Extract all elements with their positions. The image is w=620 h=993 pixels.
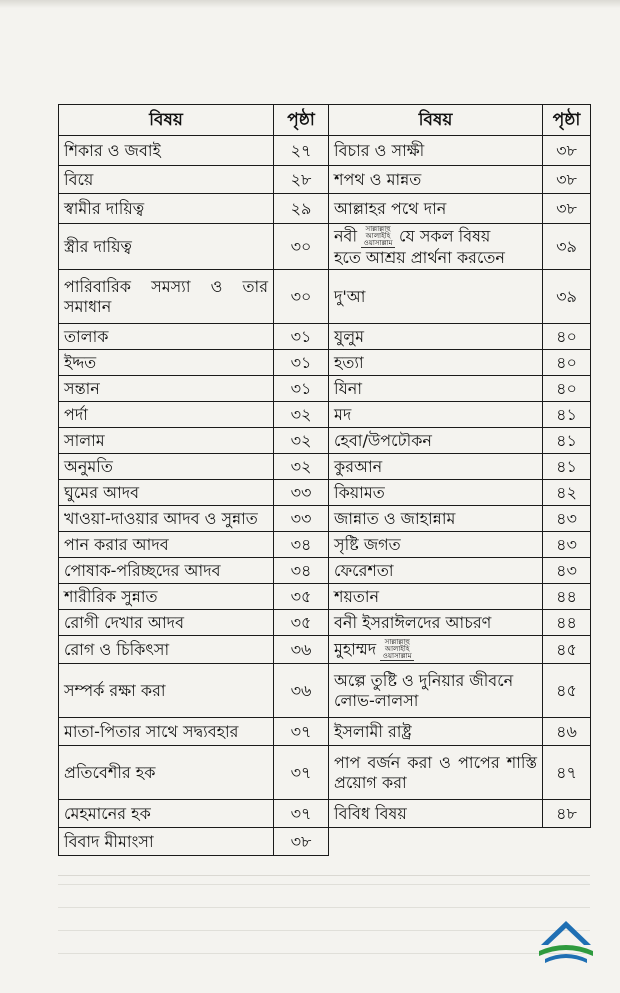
table-row [59, 636, 591, 664]
topic-cell: জান্নাত ও জাহান্নাম [329, 506, 543, 532]
page-cell: ৪৭ [543, 746, 591, 800]
topic-cell: পান করার আদব [59, 532, 274, 558]
page-cell: ৪২ [543, 480, 591, 506]
page-cell: ৪৪ [543, 584, 591, 610]
table-header-row [59, 105, 591, 136]
topic-text: হতে আশ্রয় প্রার্থনা করতেন [334, 247, 505, 267]
topic-cell: পর্দা [59, 402, 274, 428]
topic-cell: যিনা [329, 376, 543, 402]
topic-cell: বনী ইসরাঈলদের আচরণ [329, 610, 543, 636]
page-cell: ৩৮ [543, 136, 591, 166]
empty-cell [543, 828, 591, 856]
page-cell: ২৯ [274, 194, 329, 224]
page-cell: ৩২ [274, 454, 329, 480]
topic-cell: রোগ ও চিকিৎসা [59, 636, 274, 664]
header-topic-2: বিষয় [329, 105, 543, 136]
topic-cell: হেবা/উপঢৌকন [329, 428, 543, 454]
table-row [59, 558, 591, 584]
topic-cell: অল্পে তুষ্টি ও দুনিয়ার জীবনে লোভ-লালসা [329, 664, 543, 718]
page-cell: ৩৫ [274, 610, 329, 636]
page-cell: ৩৭ [274, 746, 329, 800]
page-cell: ৩০ [274, 270, 329, 324]
page-cell: ৩০ [274, 224, 329, 270]
page-cell: ৪০ [543, 350, 591, 376]
page-cell: ৩৪ [274, 558, 329, 584]
topic-cell: যুলুম [329, 324, 543, 350]
page-cell: ৩১ [274, 324, 329, 350]
page-cell: ৩৭ [274, 800, 329, 828]
page-cell: ৪৩ [543, 532, 591, 558]
empty-cell [329, 828, 543, 856]
page-cell: ৩৬ [274, 664, 329, 718]
topic-cell: দু'আ [329, 270, 543, 324]
table-row [59, 532, 591, 558]
topic-cell: তালাক [59, 324, 274, 350]
page-cell: ৪১ [543, 428, 591, 454]
table-row [59, 718, 591, 746]
page-cell: ৪০ [543, 376, 591, 402]
topic-cell: মদ [329, 402, 543, 428]
topic-cell: ঘুমের আদব [59, 480, 274, 506]
page-cell: ৩৩ [274, 480, 329, 506]
page-cell: ৩৮ [543, 166, 591, 194]
table-row [59, 376, 591, 402]
topic-cell: শপথ ও মান্নত [329, 166, 543, 194]
table-row [59, 800, 591, 828]
topic-text: নবী [334, 226, 358, 245]
topic-cell: ফেরেশতা [329, 558, 543, 584]
topic-cell: সম্পর্ক রক্ষা করা [59, 664, 274, 718]
page-cell: ৪৩ [543, 506, 591, 532]
bleed-through-table [58, 875, 590, 976]
table-row [59, 454, 591, 480]
topic-cell: শারীরিক সুন্নাত [59, 584, 274, 610]
table-row [59, 194, 591, 224]
topic-cell: আল্লাহর পথে দান [329, 194, 543, 224]
topic-cell-with-honorific [329, 224, 543, 270]
topic-cell-with-honorific [329, 636, 543, 664]
table-row [59, 828, 591, 856]
header-page: পৃষ্ঠা [274, 105, 329, 136]
topic-cell: সৃষ্টি জগত [329, 532, 543, 558]
page-cell: ৩৭ [274, 718, 329, 746]
table-row [59, 136, 591, 166]
topic-cell: ইদ্দত [59, 350, 274, 376]
page-cell: ৩৪ [274, 532, 329, 558]
page-cell: ৪০ [543, 324, 591, 350]
topic-cell: স্বামীর দায়িত্ব [59, 194, 274, 224]
page-cell: ৪৬ [543, 718, 591, 746]
page-cell: ৩৫ [274, 584, 329, 610]
page-cell: ৩৮ [543, 194, 591, 224]
page-cell: ৩৩ [274, 506, 329, 532]
honorific-calligraphy: সাল্লাল্লাহু আলাইহি ওয়াসাল্লাম [361, 226, 395, 248]
table-row [59, 166, 591, 194]
table-row [59, 350, 591, 376]
topic-cell: মেহমানের হক [59, 800, 274, 828]
contents-table [58, 104, 591, 856]
topic-cell: হত্যা [329, 350, 543, 376]
page-cell: ৪১ [543, 454, 591, 480]
topic-cell: অনুমতি [59, 454, 274, 480]
page-cell: ২৭ [274, 136, 329, 166]
header-page-2: পৃষ্ঠা [543, 105, 591, 136]
topic-text: যে সকল বিষয় [399, 226, 491, 245]
page-cell: ৪৮ [543, 800, 591, 828]
topic-cell: পারিবারিক সমস্যা ও তার সমাধান [59, 270, 274, 324]
topic-cell: বিচার ও সাক্ষী [329, 136, 543, 166]
topic-cell: বিবিধ বিষয় [329, 800, 543, 828]
page-cell: ৩১ [274, 376, 329, 402]
page-cell: ৪৫ [543, 664, 591, 718]
topic-cell: সন্তান [59, 376, 274, 402]
page-edge [0, 0, 620, 8]
page-cell: ৩৮ [274, 828, 329, 856]
topic-cell: প্রতিবেশীর হক [59, 746, 274, 800]
topic-cell: ইসলামী রাষ্ট্র [329, 718, 543, 746]
topic-cell: খাওয়া-দাওয়ার আদব ও সুন্নাত [59, 506, 274, 532]
page-cell: ৪৩ [543, 558, 591, 584]
topic-cell: সালাম [59, 428, 274, 454]
topic-cell: শিকার ও জবাই [59, 136, 274, 166]
table-row [59, 610, 591, 636]
topic-cell: পোষাক-পরিচ্ছদের আদব [59, 558, 274, 584]
topic-cell: স্ত্রীর দায়িত্ব [59, 224, 274, 270]
table-row [59, 480, 591, 506]
topic-cell: কুরআন [329, 454, 543, 480]
table-row [59, 324, 591, 350]
publisher-logo-icon [535, 915, 597, 967]
topic-cell: রোগী দেখার আদব [59, 610, 274, 636]
topic-cell: কিয়ামত [329, 480, 543, 506]
page-cell: ৩২ [274, 402, 329, 428]
page-cell: ৩৬ [274, 636, 329, 664]
table-row [59, 402, 591, 428]
topic-cell: পাপ বর্জন করা ও পাপের শাস্তি প্রয়োগ করা [329, 746, 543, 800]
table-row [59, 270, 591, 324]
topic-text: মুহাম্মদ [334, 639, 377, 658]
topic-cell: মাতা-পিতার সাথে সদ্ব্যবহার [59, 718, 274, 746]
table-row [59, 746, 591, 800]
table-row [59, 584, 591, 610]
table-row [59, 224, 591, 270]
topic-cell: বিবাদ মীমাংসা [59, 828, 274, 856]
page-cell: ৩১ [274, 350, 329, 376]
topic-cell: বিয়ে [59, 166, 274, 194]
page-cell: ৪৫ [543, 636, 591, 664]
page-cell: ২৮ [274, 166, 329, 194]
page-cell: ৪৪ [543, 610, 591, 636]
table-row [59, 506, 591, 532]
page-cell: ৩৯ [543, 224, 591, 270]
table-row [59, 664, 591, 718]
topic-cell: শয়তান [329, 584, 543, 610]
table-row [59, 428, 591, 454]
honorific-calligraphy: সাল্লাল্লাহু আলাইহি ওয়াসাল্লাম [380, 639, 414, 661]
page-cell: ৩২ [274, 428, 329, 454]
page-cell: ৩৯ [543, 270, 591, 324]
page-cell: ৪১ [543, 402, 591, 428]
header-topic: বিষয় [59, 105, 274, 136]
